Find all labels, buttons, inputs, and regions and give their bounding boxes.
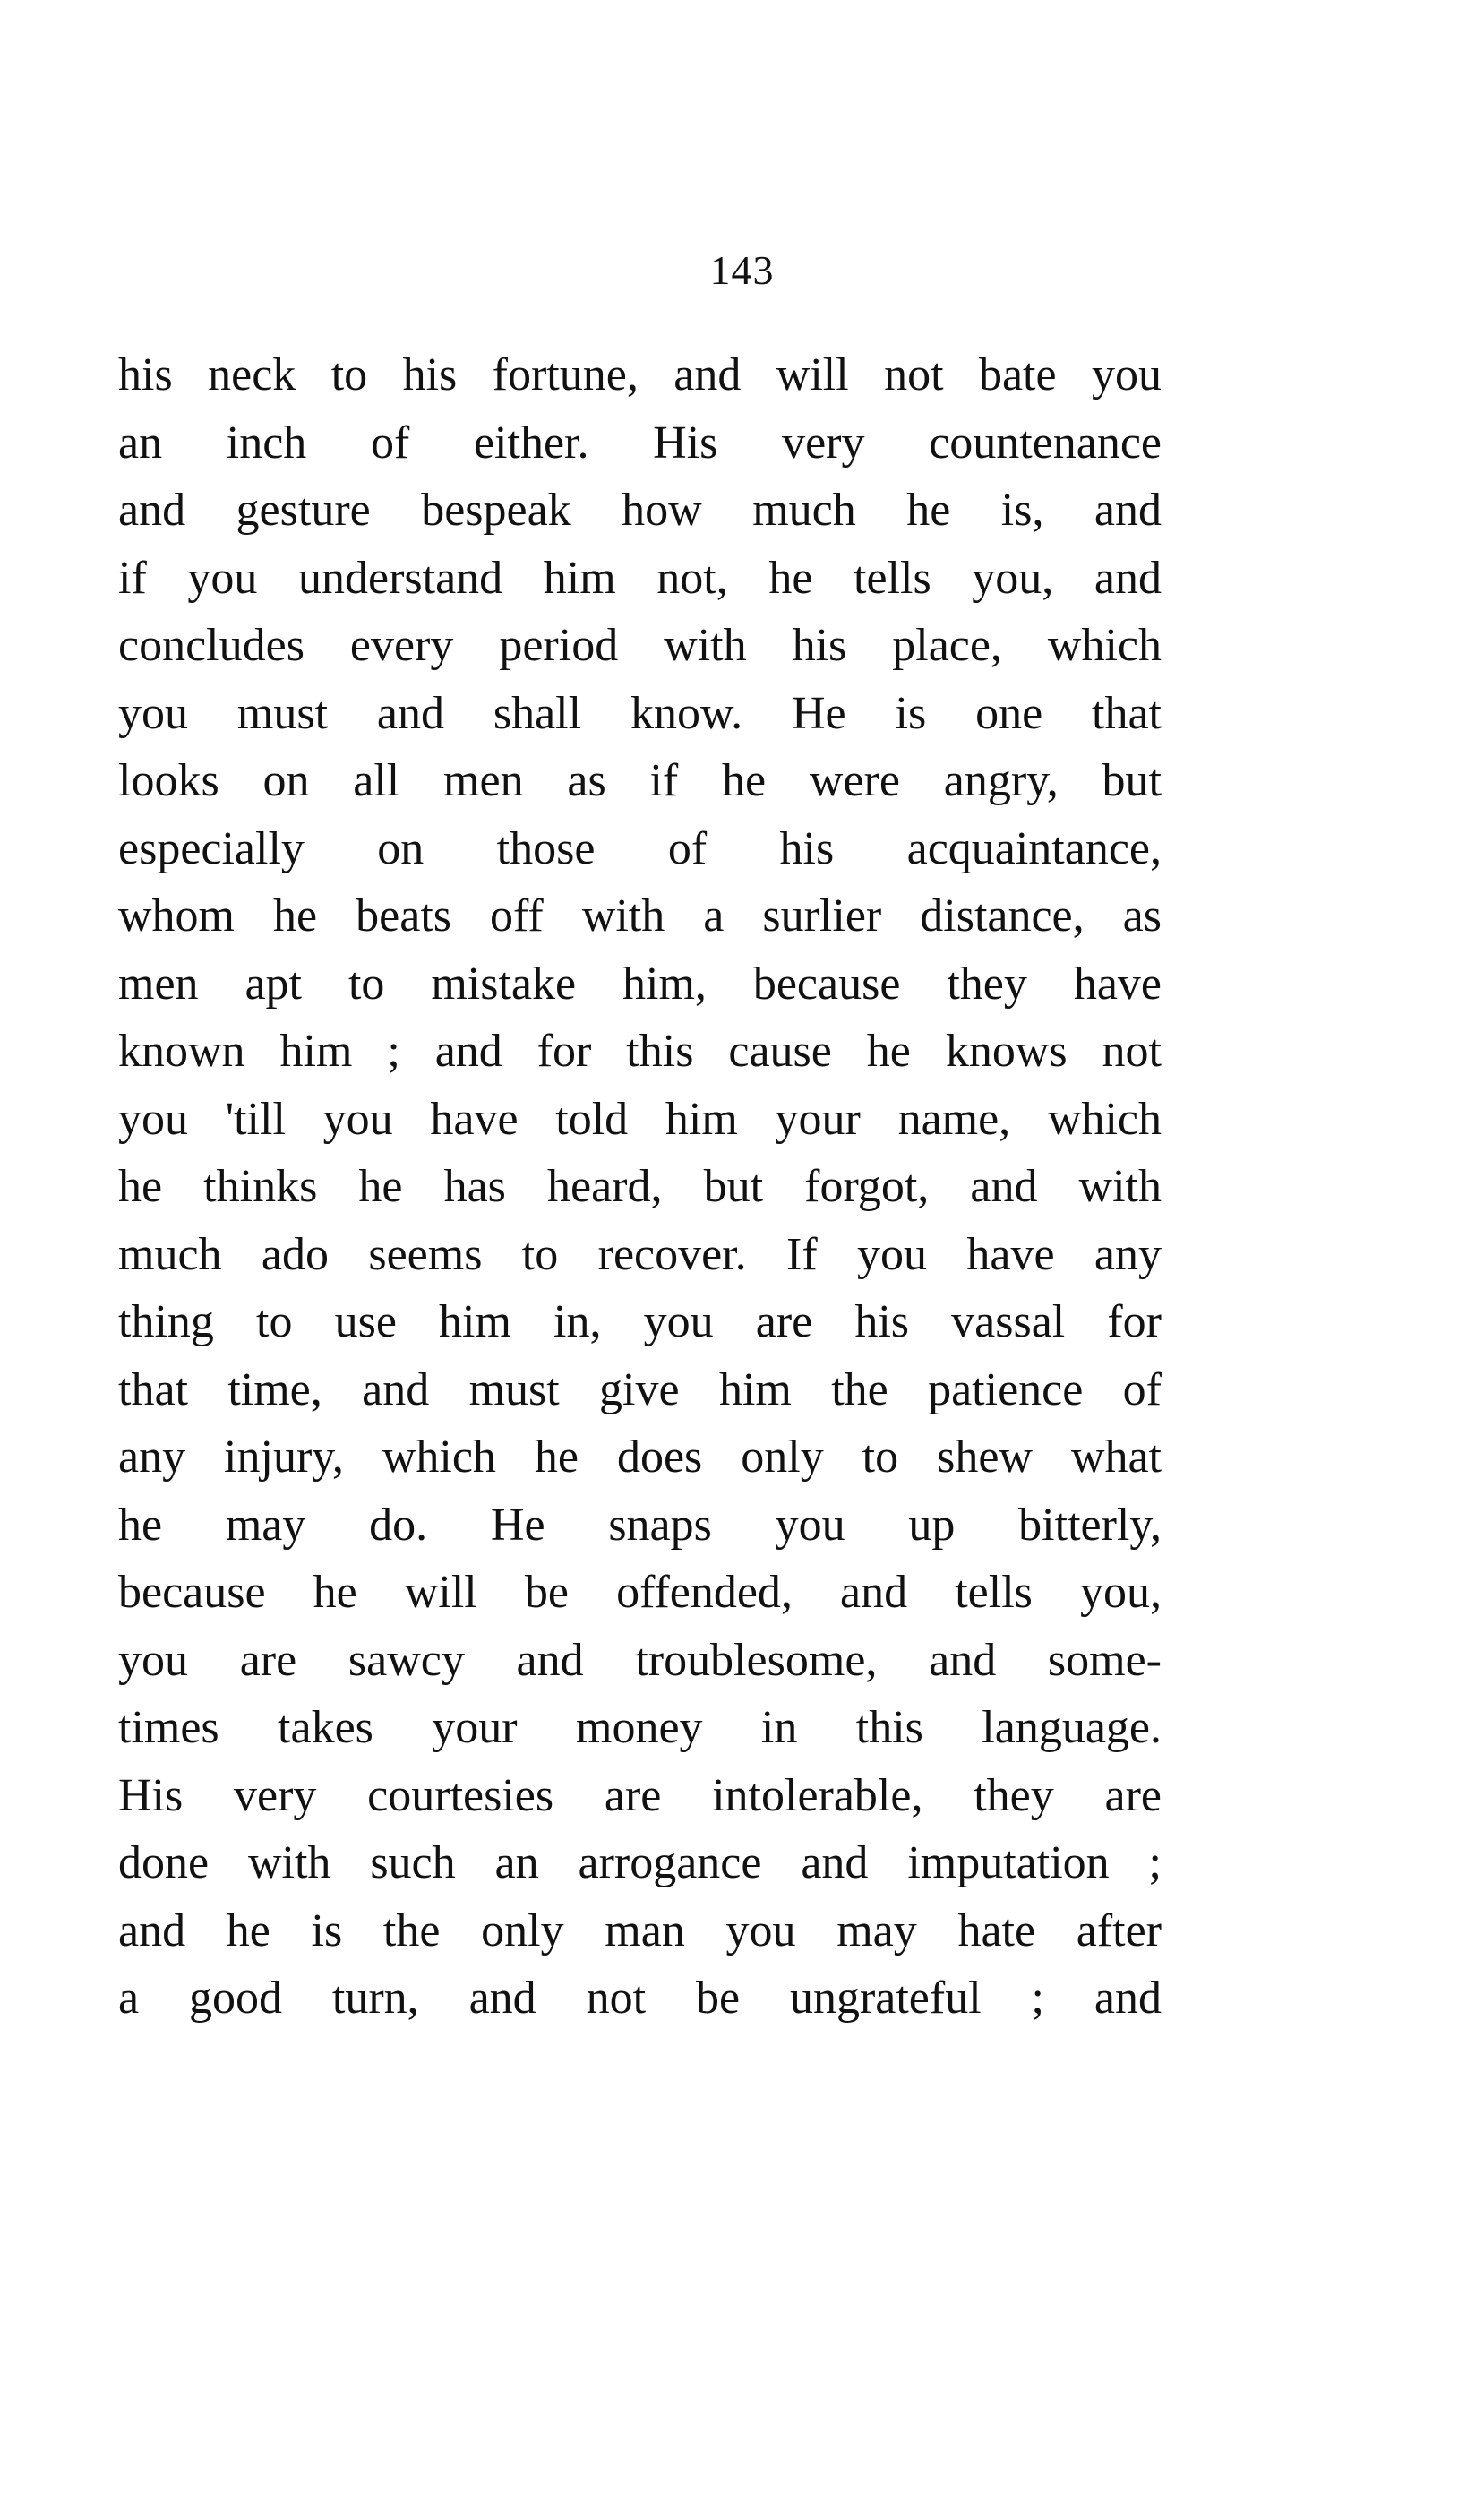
text-line: looks on all men as if he were angry, but (118, 755, 1162, 806)
text-line: concludes every period with his place, which (118, 620, 1162, 671)
text-line: you must and shall know. He is one that (118, 687, 1162, 739)
text-line: thing to use him in, you are his vassal for (118, 1296, 1162, 1347)
text-line: and he is the only man you may hate after (118, 1904, 1162, 1956)
text-line: times takes your money in this language. (118, 1702, 1162, 1753)
text-line: especially on those of his acquaintance, (118, 822, 1162, 874)
text-line: men apt to mistake him, because they have (118, 958, 1162, 1010)
text-line: whom he beats off with a surlier distance, as (118, 890, 1162, 941)
page-number: 143 (709, 247, 775, 293)
text-line: much ado seems to recover. If you have any (118, 1228, 1162, 1280)
text-line: because he will be offended, and tells you, (118, 1567, 1162, 1618)
text-line: any injury, which he does only to shew what (118, 1432, 1162, 1483)
text-line: that time, and must give him the patience of (118, 1363, 1162, 1415)
text-line: you 'till you have told him your name, which (118, 1093, 1162, 1145)
text-line: he thinks he has heard, but forgot, and with (118, 1161, 1162, 1212)
text-line: he may do. He snaps you up bitterly, (118, 1499, 1162, 1551)
text-line: his neck to his fortune, and will not bate you (118, 349, 1162, 400)
text-line: done with such an arrogance and imputation ; (118, 1837, 1162, 1888)
text-line: and gesture bespeak how much he is, and (118, 485, 1162, 536)
text-line: an inch of either. His very countenance (118, 417, 1162, 469)
body-text (118, 341, 1162, 2033)
text-line: you are sawcy and troublesome, and some- (118, 1634, 1162, 1686)
text-line: His very courtesies are intolerable, they are (118, 1769, 1162, 1821)
text-line: if you understand him not, he tells you, and (118, 552, 1162, 604)
text-line: a good turn, and not be ungrateful ; and (118, 1973, 1162, 2024)
text-line: known him ; and for this cause he knows not (118, 1026, 1162, 1077)
